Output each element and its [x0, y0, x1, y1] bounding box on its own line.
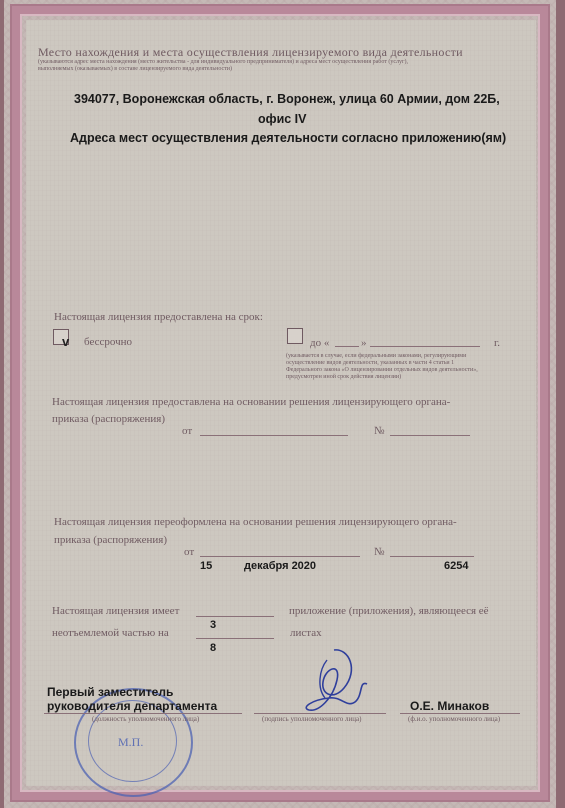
appendix-line1-suffix: приложение (приложения), являющееся её [289, 605, 489, 617]
section-title: Место нахождения и места осуществления лицензируемого вида деятельности [38, 45, 463, 59]
indefinite-checkbox[interactable] [53, 329, 70, 349]
reissue-month-year: декабря 2020 [244, 560, 317, 572]
term-label: Настоящая лицензия предоставлена на срок: [54, 311, 263, 323]
reissue-from-label: от [184, 546, 195, 558]
section-note [38, 59, 538, 73]
signer-position-line2: руководителя департамента [47, 699, 218, 713]
appendix-line1-prefix: Настоящая лицензия имеет [52, 605, 180, 617]
appendix-line2-prefix: неотъемлемой частью на [52, 627, 169, 639]
basis-from-label: от [182, 425, 193, 437]
reissue-line: Настоящая лицензия переоформлена на основании решения лицензирующего органа- [54, 516, 457, 528]
section-note-line: выполняемых (оказываемых) в составе лицензируемого вида деятельности) [38, 66, 232, 72]
reissue-number-field [390, 556, 474, 557]
until-day-field[interactable] [335, 346, 359, 347]
reissue-day: 15 [200, 560, 213, 572]
appendix-count: 3 [210, 619, 217, 631]
handwritten-signature [289, 640, 384, 720]
section-note-line: (указываются адрес места нахождения (место жительства - для индивидуального предпринимателя) и адреса мест осуществления работ (услуг), [38, 59, 408, 65]
reissue-date-field [200, 556, 360, 557]
basis-num-label: № [374, 425, 385, 437]
until-month-field[interactable] [370, 346, 480, 347]
basis-number-field[interactable] [390, 435, 470, 436]
signature-caption: (подпись уполномоченного лица) [262, 715, 362, 723]
basis-line: Настоящая лицензия предоставлена на основании решения лицензирующего органа- [52, 396, 451, 408]
term-note-line: Федерального закона «О лицензировании отдельных видов деятельности», [286, 367, 478, 373]
reissue-order-label: приказа (распоряжения) [54, 534, 168, 546]
basis-date-field[interactable] [200, 435, 348, 436]
reissue-number: 6254 [444, 560, 469, 572]
address-places: Адреса мест осуществления деятельности согласно приложению(ям) [70, 131, 507, 145]
signature-line [254, 713, 386, 714]
reissue-num-label: № [374, 546, 385, 558]
until-date-checkbox[interactable] [287, 328, 303, 344]
until-mid: » [361, 337, 367, 349]
term-note-line: осуществление видов деятельности, указанных в части 4 статьи 1 [286, 360, 455, 366]
basis-order-label: приказа (распоряжения) [52, 413, 166, 425]
appendix-pages-field [196, 638, 274, 639]
name-caption: (ф.и.о. уполномоченного лица) [408, 715, 501, 723]
until-year-suffix: г. [494, 337, 501, 349]
signer-position-line1: Первый заместитель [47, 685, 174, 699]
appendix-pages: 8 [210, 642, 217, 654]
address-line: 394077, Воронежская область, г. Воронеж, улица 60 Армии, дом 22Б, [74, 92, 500, 106]
appendix-line2-suffix: листах [290, 627, 322, 639]
until-prefix: до « [310, 337, 330, 349]
position-line [44, 713, 242, 714]
address-office: офис IV [258, 112, 307, 126]
indefinite-label: бессрочно [84, 336, 133, 348]
term-note-line: предусмотрен иной срок действия лицензии) [286, 374, 402, 380]
term-note-line: (указывается в случае, если федеральными законами, регулирующими [286, 353, 467, 359]
name-line [400, 713, 520, 714]
term-note [286, 353, 518, 381]
license-page [4, 0, 556, 808]
appendix-count-field [196, 616, 274, 617]
signer-name: О.Е. Минаков [410, 699, 490, 713]
check-mark-icon: v [62, 334, 70, 349]
position-caption: (должность уполномоченного лица) [92, 715, 200, 723]
seal-mp: М.П. [118, 735, 144, 749]
